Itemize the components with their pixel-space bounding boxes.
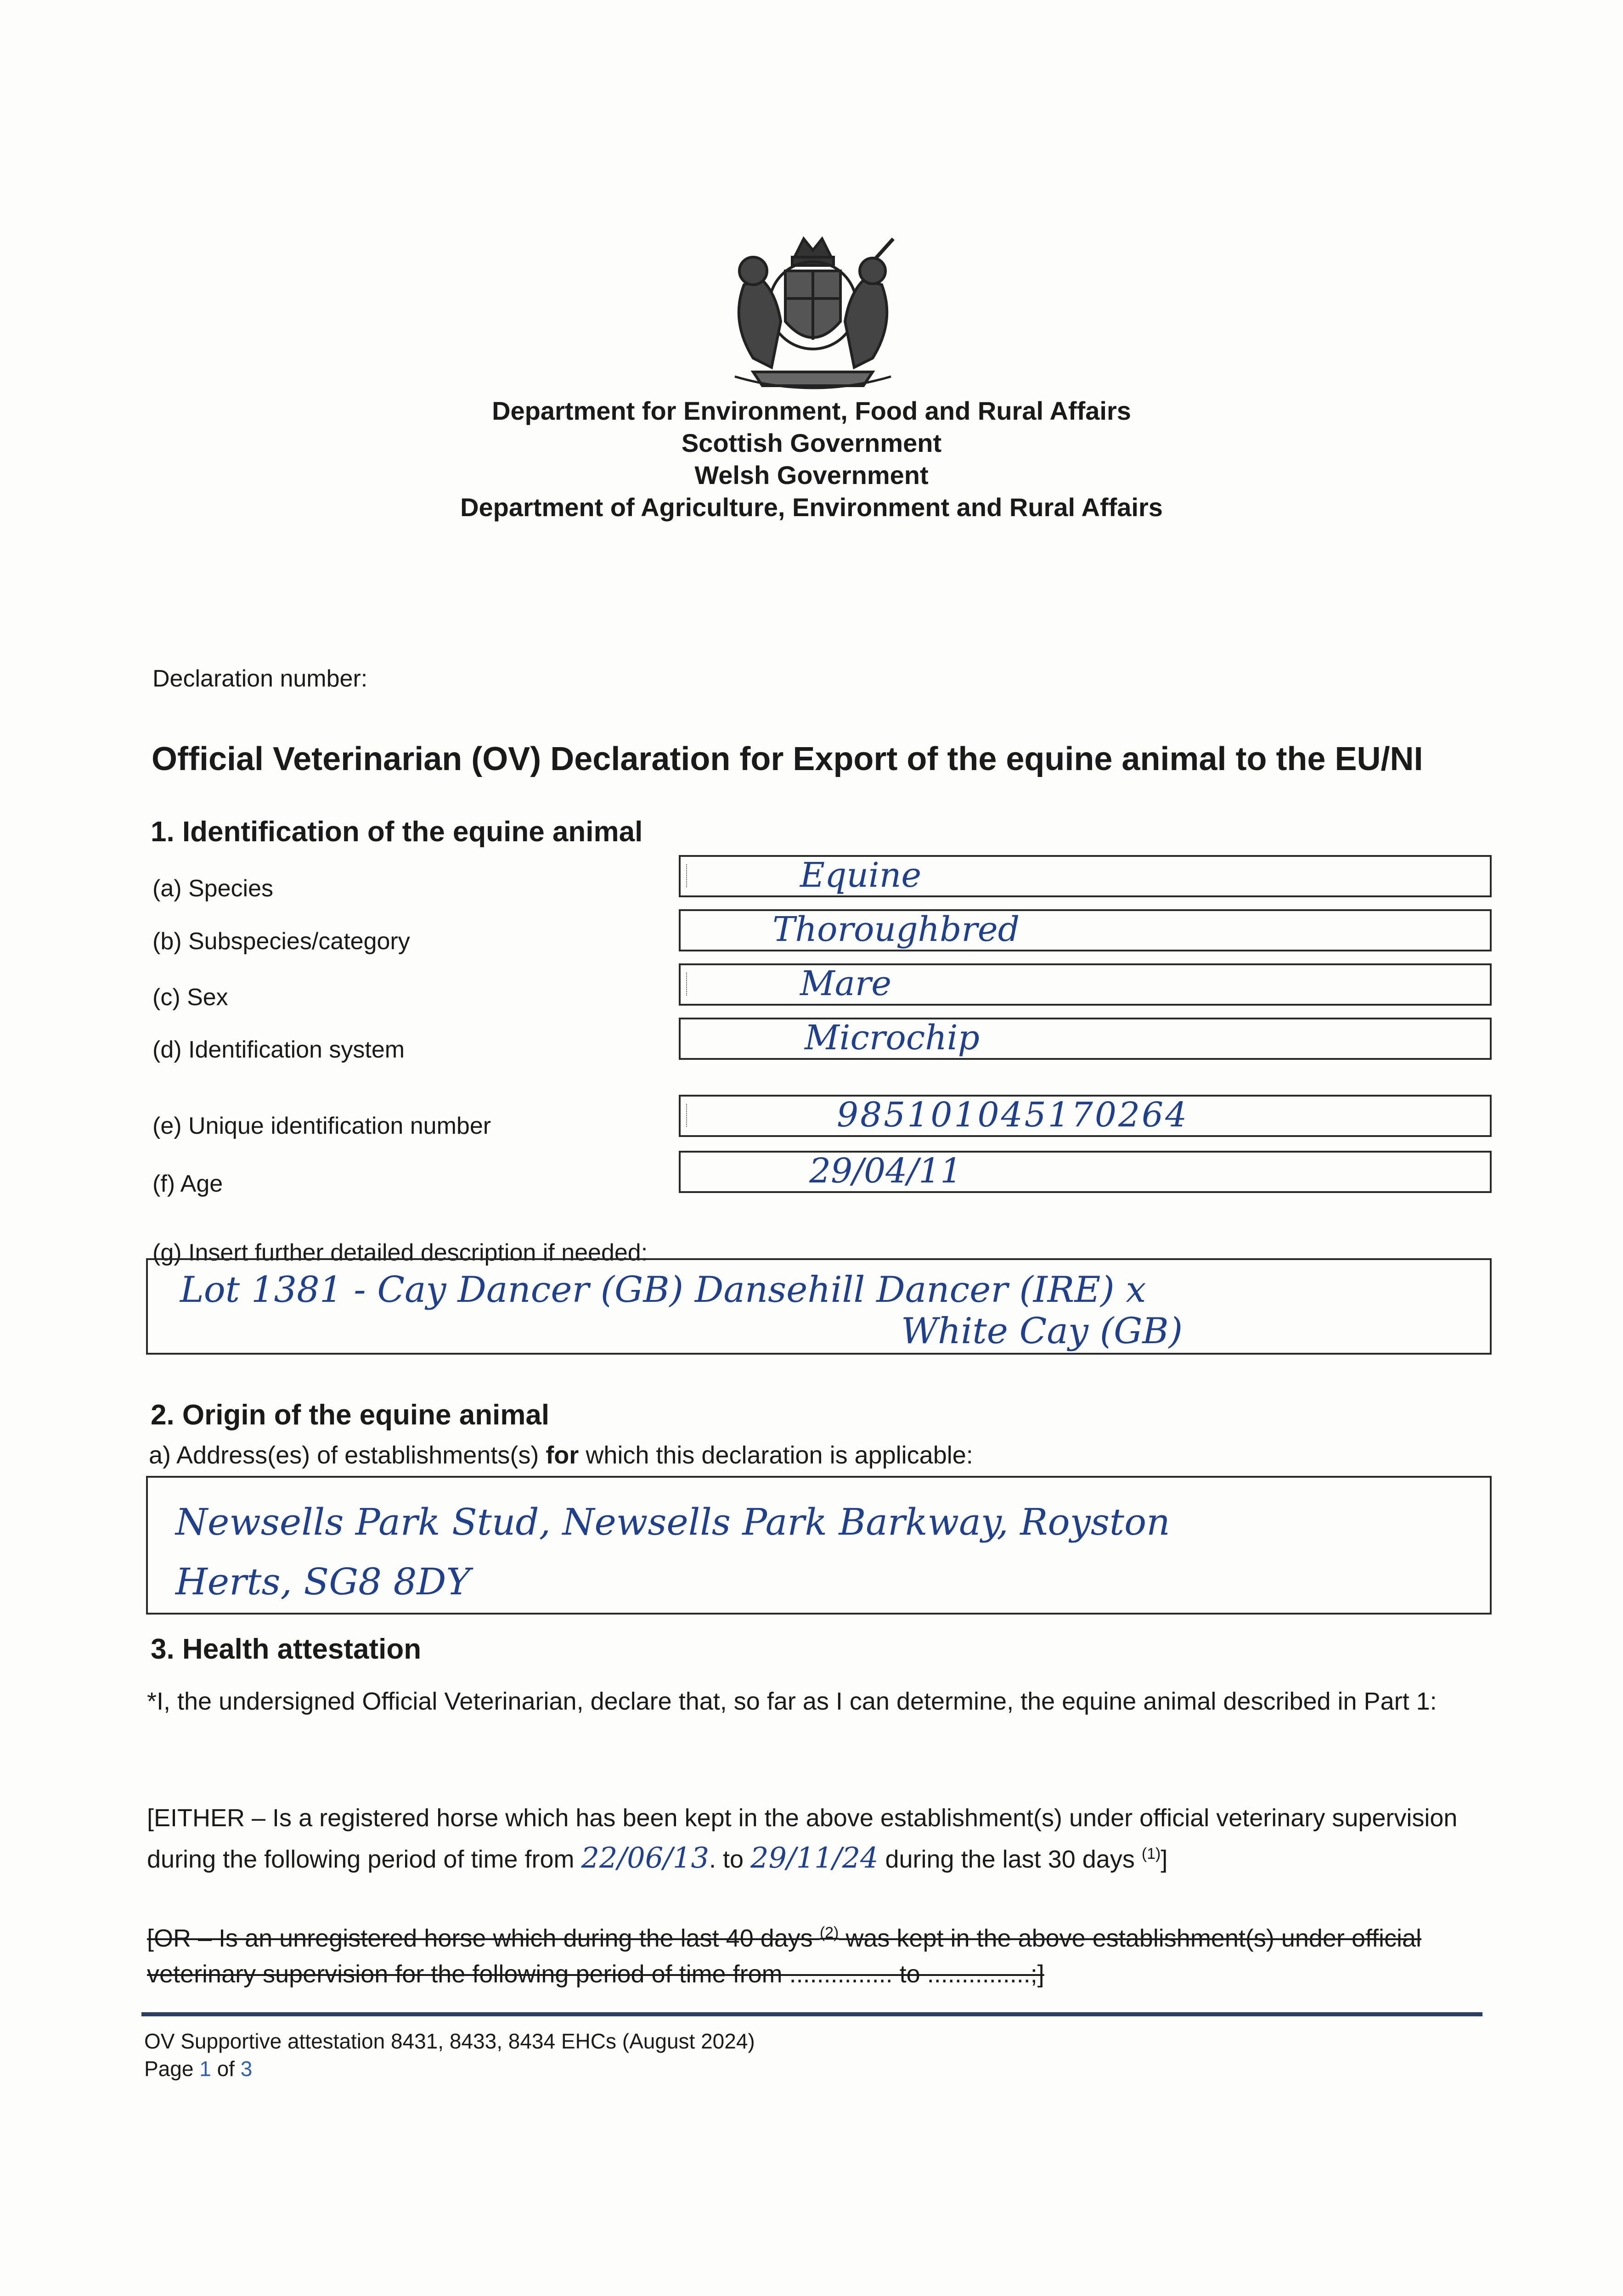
- agency-welsh-government: Welsh Government: [694, 461, 929, 490]
- page-total: 3: [240, 2057, 253, 2081]
- page-current: 1: [199, 2057, 211, 2081]
- declaration-number-label: Declaration number:: [152, 665, 368, 692]
- footer-divider: [141, 2012, 1482, 2016]
- footer-page-number: [144, 2056, 252, 2081]
- address-label-bold: for: [546, 1441, 579, 1469]
- subspecies-field[interactable]: [679, 909, 1492, 951]
- either-from-date: 22/06/13: [581, 1841, 709, 1874]
- footnote-2-ref: (2): [819, 1924, 839, 1941]
- field-tick-mark: [686, 973, 688, 996]
- footer-attestation-code: OV Supportive attestation 8431, 8433, 8434 EHCs (August 2024): [144, 2029, 755, 2053]
- species-field[interactable]: [679, 855, 1492, 897]
- either-post: during the last 30 days: [878, 1846, 1142, 1873]
- unique-id-value: 985101045170264: [837, 1095, 1189, 1135]
- agency-defra: Department for Environment, Food and Rural Affairs: [492, 396, 1131, 425]
- or-text: [OR – Is an unregistered horse which during the last 40 days: [147, 1925, 820, 1952]
- either-to-date: 29/11/24: [750, 1841, 879, 1874]
- age-label: (f) Age: [152, 1171, 223, 1197]
- of-word: of: [211, 2057, 241, 2081]
- identification-system-value: Microchip: [805, 1018, 980, 1058]
- subspecies-label: (b) Subspecies/category: [152, 928, 410, 955]
- species-value: Equine: [800, 855, 922, 895]
- section2-heading: 2. Origin of the equine animal: [151, 1399, 550, 1431]
- address-line-2: Herts, SG8 8DY: [175, 1560, 471, 1603]
- document-title: Official Veterinarian (OV) Declaration for Export of the equine animal to the EU/NI: [152, 741, 1423, 777]
- either-text: [EITHER – Is a registered horse which has been kept in the above establishment(s) under official veterinary supervision during the following period of time from: [147, 1804, 1458, 1873]
- section1-heading: 1. Identification of the equine animal: [151, 816, 643, 848]
- unique-id-field[interactable]: [679, 1095, 1492, 1137]
- age-value: 29/04/11: [809, 1151, 962, 1191]
- sex-field[interactable]: [679, 963, 1492, 1006]
- description-label: (g) Insert further detailed description if needed:: [152, 1239, 648, 1266]
- sex-label: (c) Sex: [152, 984, 228, 1011]
- age-field[interactable]: [679, 1151, 1492, 1193]
- agency-scottish-government: Scottish Government: [681, 428, 942, 457]
- address-label: [149, 1441, 973, 1469]
- address-line-1: Newsells Park Stud, Newsells Park Barkway, Royston: [175, 1501, 1170, 1543]
- section3-heading: 3. Health attestation: [151, 1633, 422, 1665]
- agency-daera: Department of Agriculture, Environment and Rural Affairs: [460, 493, 1163, 522]
- royal-coat-of-arms-emblem: [716, 230, 909, 395]
- identification-system-field[interactable]: [679, 1018, 1492, 1060]
- identification-system-label: (d) Identification system: [152, 1036, 405, 1063]
- either-mid: . to: [709, 1846, 750, 1873]
- subspecies-value: Thoroughbred: [772, 910, 1020, 949]
- description-line-2: White Cay (GB): [901, 1311, 1183, 1352]
- field-tick-mark: [686, 1104, 688, 1127]
- or-post: was kept in the above establishment(s) under official veterinary supervision for the following period of time from ............... to ...............;]: [147, 1925, 1422, 1988]
- address-field[interactable]: [146, 1476, 1492, 1615]
- footnote-1-ref: (1): [1141, 1845, 1161, 1863]
- species-label: (a) Species: [152, 875, 273, 902]
- description-field[interactable]: [146, 1258, 1492, 1355]
- address-label-post: which this declaration is applicable:: [579, 1441, 973, 1469]
- page-word: Page: [144, 2057, 200, 2081]
- field-tick-mark: [686, 864, 688, 887]
- either-clause: [147, 1800, 1479, 1877]
- health-attestation-intro: *I, the undersigned Official Veterinarian, declare that, so far as I can determine, the equine animal described in Part 1:: [147, 1688, 1437, 1715]
- description-line-1: Lot 1381 - Cay Dancer (GB) Dansehill Dancer (IRE) x: [180, 1269, 1146, 1311]
- or-clause-struck-through: [147, 1915, 1479, 1992]
- sex-value: Mare: [800, 964, 892, 1003]
- either-end: ]: [1161, 1846, 1168, 1873]
- address-label-pre: a) Address(es) of establishments(s): [149, 1441, 546, 1469]
- unique-id-label: (e) Unique identification number: [152, 1113, 491, 1139]
